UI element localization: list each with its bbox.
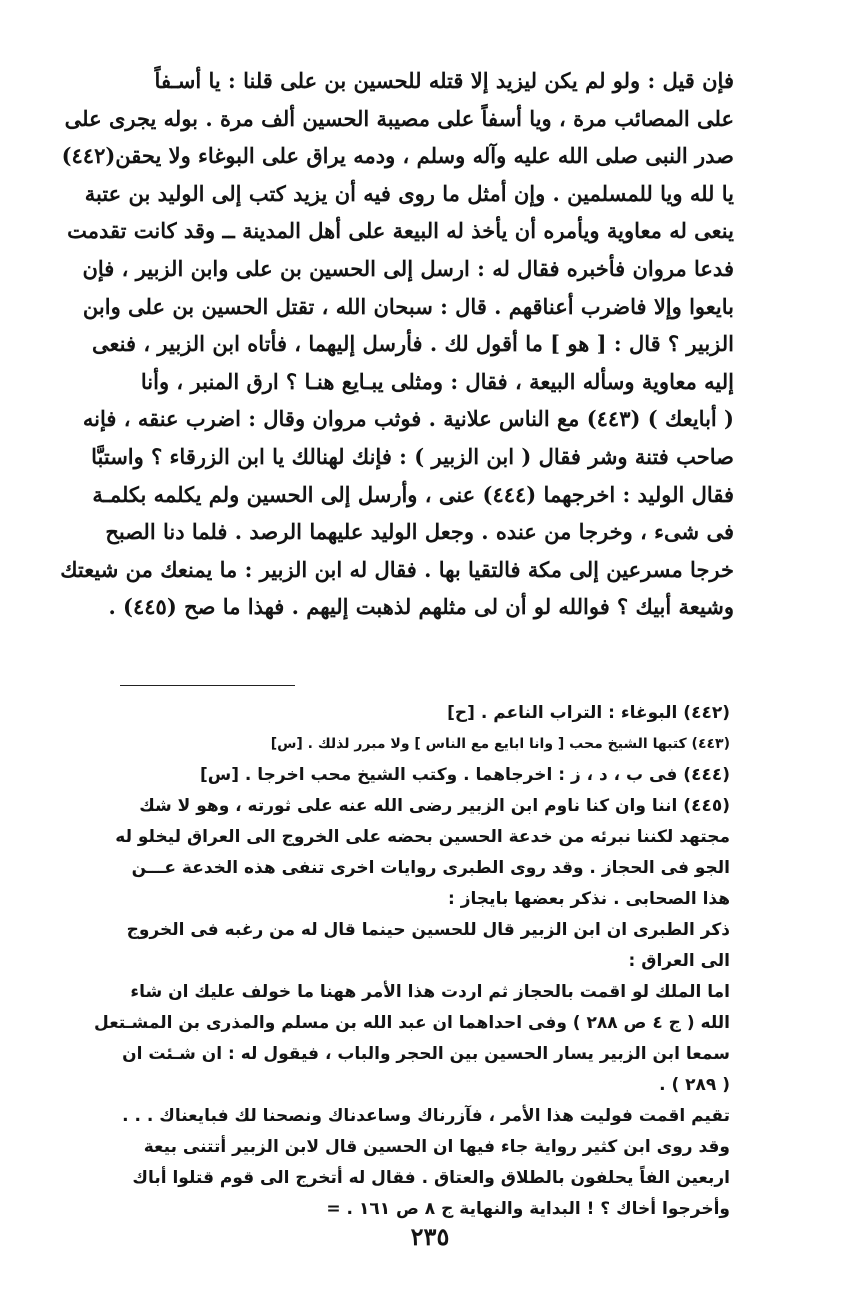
footnote-line: سمعا ابن الزبير يسار الحسين بين الحجر والباب ، فيقول له : ان شـئت ان (122, 1044, 730, 1064)
footnote-line: الى العراق : (628, 951, 730, 971)
text-line: يا لله ويا للمسلمين . وإن أمثل ما روى فيه أن يزيد كتب إلى الوليد بن عتبة (84, 180, 734, 206)
footnote-divider (120, 685, 295, 686)
footnote-line: (٤٤٤) فى ب ، د ، ز : اخرجاهما . وكتب الشيخ محب اخرجا . [س] (199, 765, 730, 785)
text-line: فدعا مروان فأخبره فقال له : ارسل إلى الحسين بن على وابن الزبير ، فإن (82, 255, 734, 281)
footnote-line: وأخرجوا أخاك ؟ ! البداية والنهاية ج ٨ ص ١٦١ . = (326, 1199, 730, 1219)
footnote-line: (٤٤٥) اننا وان كنا ناوم ابن الزبير رضى الله عنه على ثورته ، وهو لا شك (139, 796, 730, 816)
footnote-line: اربعين الفاً يحلفون بالطلاق والعتاق . فقال له أتخرج الى قوم قتلوا أباك (132, 1168, 730, 1188)
footnote-line: اما الملك لو اقمت بالحجاز ثم اردت هذا الأمر ههنا ما خولف عليك ان شاء (130, 982, 730, 1002)
text-line: فى شىء ، وخرجا من عنده . وجعل الوليد عليهما الرصد . فلما دنا الصبح (105, 519, 734, 545)
footnote-line: (٤٤٢) البوغاء : التراب الناعم . [ح] (447, 703, 730, 723)
footnote-line: ( ٢٨٩ ) . (659, 1075, 730, 1095)
footnote-line: تقيم اقمت فوليت هذا الأمر ، فآزرناك وساعدناك ونصحنا لك فبايعناك . . . (122, 1106, 730, 1126)
text-line: صاحب فتنة وشر فقال ( ابن الزبير ) : فإنك لهنالك يا ابن الزرقاء ؟ واستبَّا (91, 443, 734, 469)
main-text (60, 62, 734, 626)
page-number: ٢٣٥ (410, 1222, 450, 1251)
text-line: الزبير ؟ قال : [ هو ] ما أقول لك . فأرسل إليهما ، فأتاه ابن الزبير ، فنعى (92, 331, 734, 357)
footnote-line: ذكر الطبرى ان ابن الزبير قال للحسين حينما قال له من رغبه فى الخروج (126, 920, 730, 940)
text-line: ( أبايعك ) (٤٤٣) مع الناس علانية . فوثب مروان وقال : اضرب عنقه ، فإنه (82, 406, 734, 432)
footnote-line: وقد روى ابن كثير رواية جاء فيها ان الحسين قال لابن الزبير أتتنى بيعة (143, 1137, 730, 1157)
footnote-line: مجتهد لكننا نبرئه من خدعة الحسين بحضه على الخروج الى العراق ليخلو له (115, 827, 730, 847)
text-line: وشيعة أبيك ؟ فوالله لو أن لى مثلهم لذهبت إليهم . فهذا ما صح (٤٤٥) . (108, 594, 734, 620)
text-line: صدر النبى صلى الله عليه وآله وسلم ، ودمه يراق على البوغاء ولا يحقن(٤٤٢) (61, 143, 734, 169)
footnote-line: الجو فى الحجاز . وقد روى الطبرى روايات اخرى تنفى هذه الخدعة عـــن (131, 858, 730, 878)
footnote-line: هذا الصحابى . نذكر بعضها بايجاز : (448, 889, 730, 909)
text-line: إليه معاوية وسأله البيعة ، فقال : ومثلى يبـايع هنـا ؟ ارق المنبر ، وأنا (140, 368, 734, 394)
text-line: فإن قيل : ولو لم يكن ليزيد إلا قتله للحسين بن على قلنا : يا أسـفاً (154, 68, 734, 93)
footnote-line: (٤٤٣) كتبها الشيخ محب [ وانا ابايع مع الناس ] ولا مبرر لذلك . [س] (270, 736, 730, 752)
text-line: على المصائب مرة ، ويا أسفاً على مصيبة الحسين ألف مرة . بوله يجرى على (64, 105, 734, 131)
text-line: بايعوا وإلا فاضرب أعناقهم . قال : سبحان الله ، تقتل الحسين بن على وابن (82, 293, 734, 319)
text-line: خرجا مسرعين إلى مكة فالتقيا بها . فقال له ابن الزبير : ما يمنعك من شيعتك (60, 556, 734, 582)
text-line: ينعى له معاوية ويأمره أن يأخذ له البيعة على أهل المدينة ــ وقد كانت تقدمت (67, 218, 734, 244)
text-line: فقال الوليد : اخرجهما (٤٤٤) عنى ، وأرسل إلى الحسين ولم يكلمه بكلمـة (92, 481, 734, 507)
footnotes (94, 698, 730, 1225)
footnote-line: الله ( ج ٤ ص ٢٨٨ ) وفى احداهما ان عبد الله بن مسلم والمذرى بن المشـتعل (94, 1013, 730, 1033)
